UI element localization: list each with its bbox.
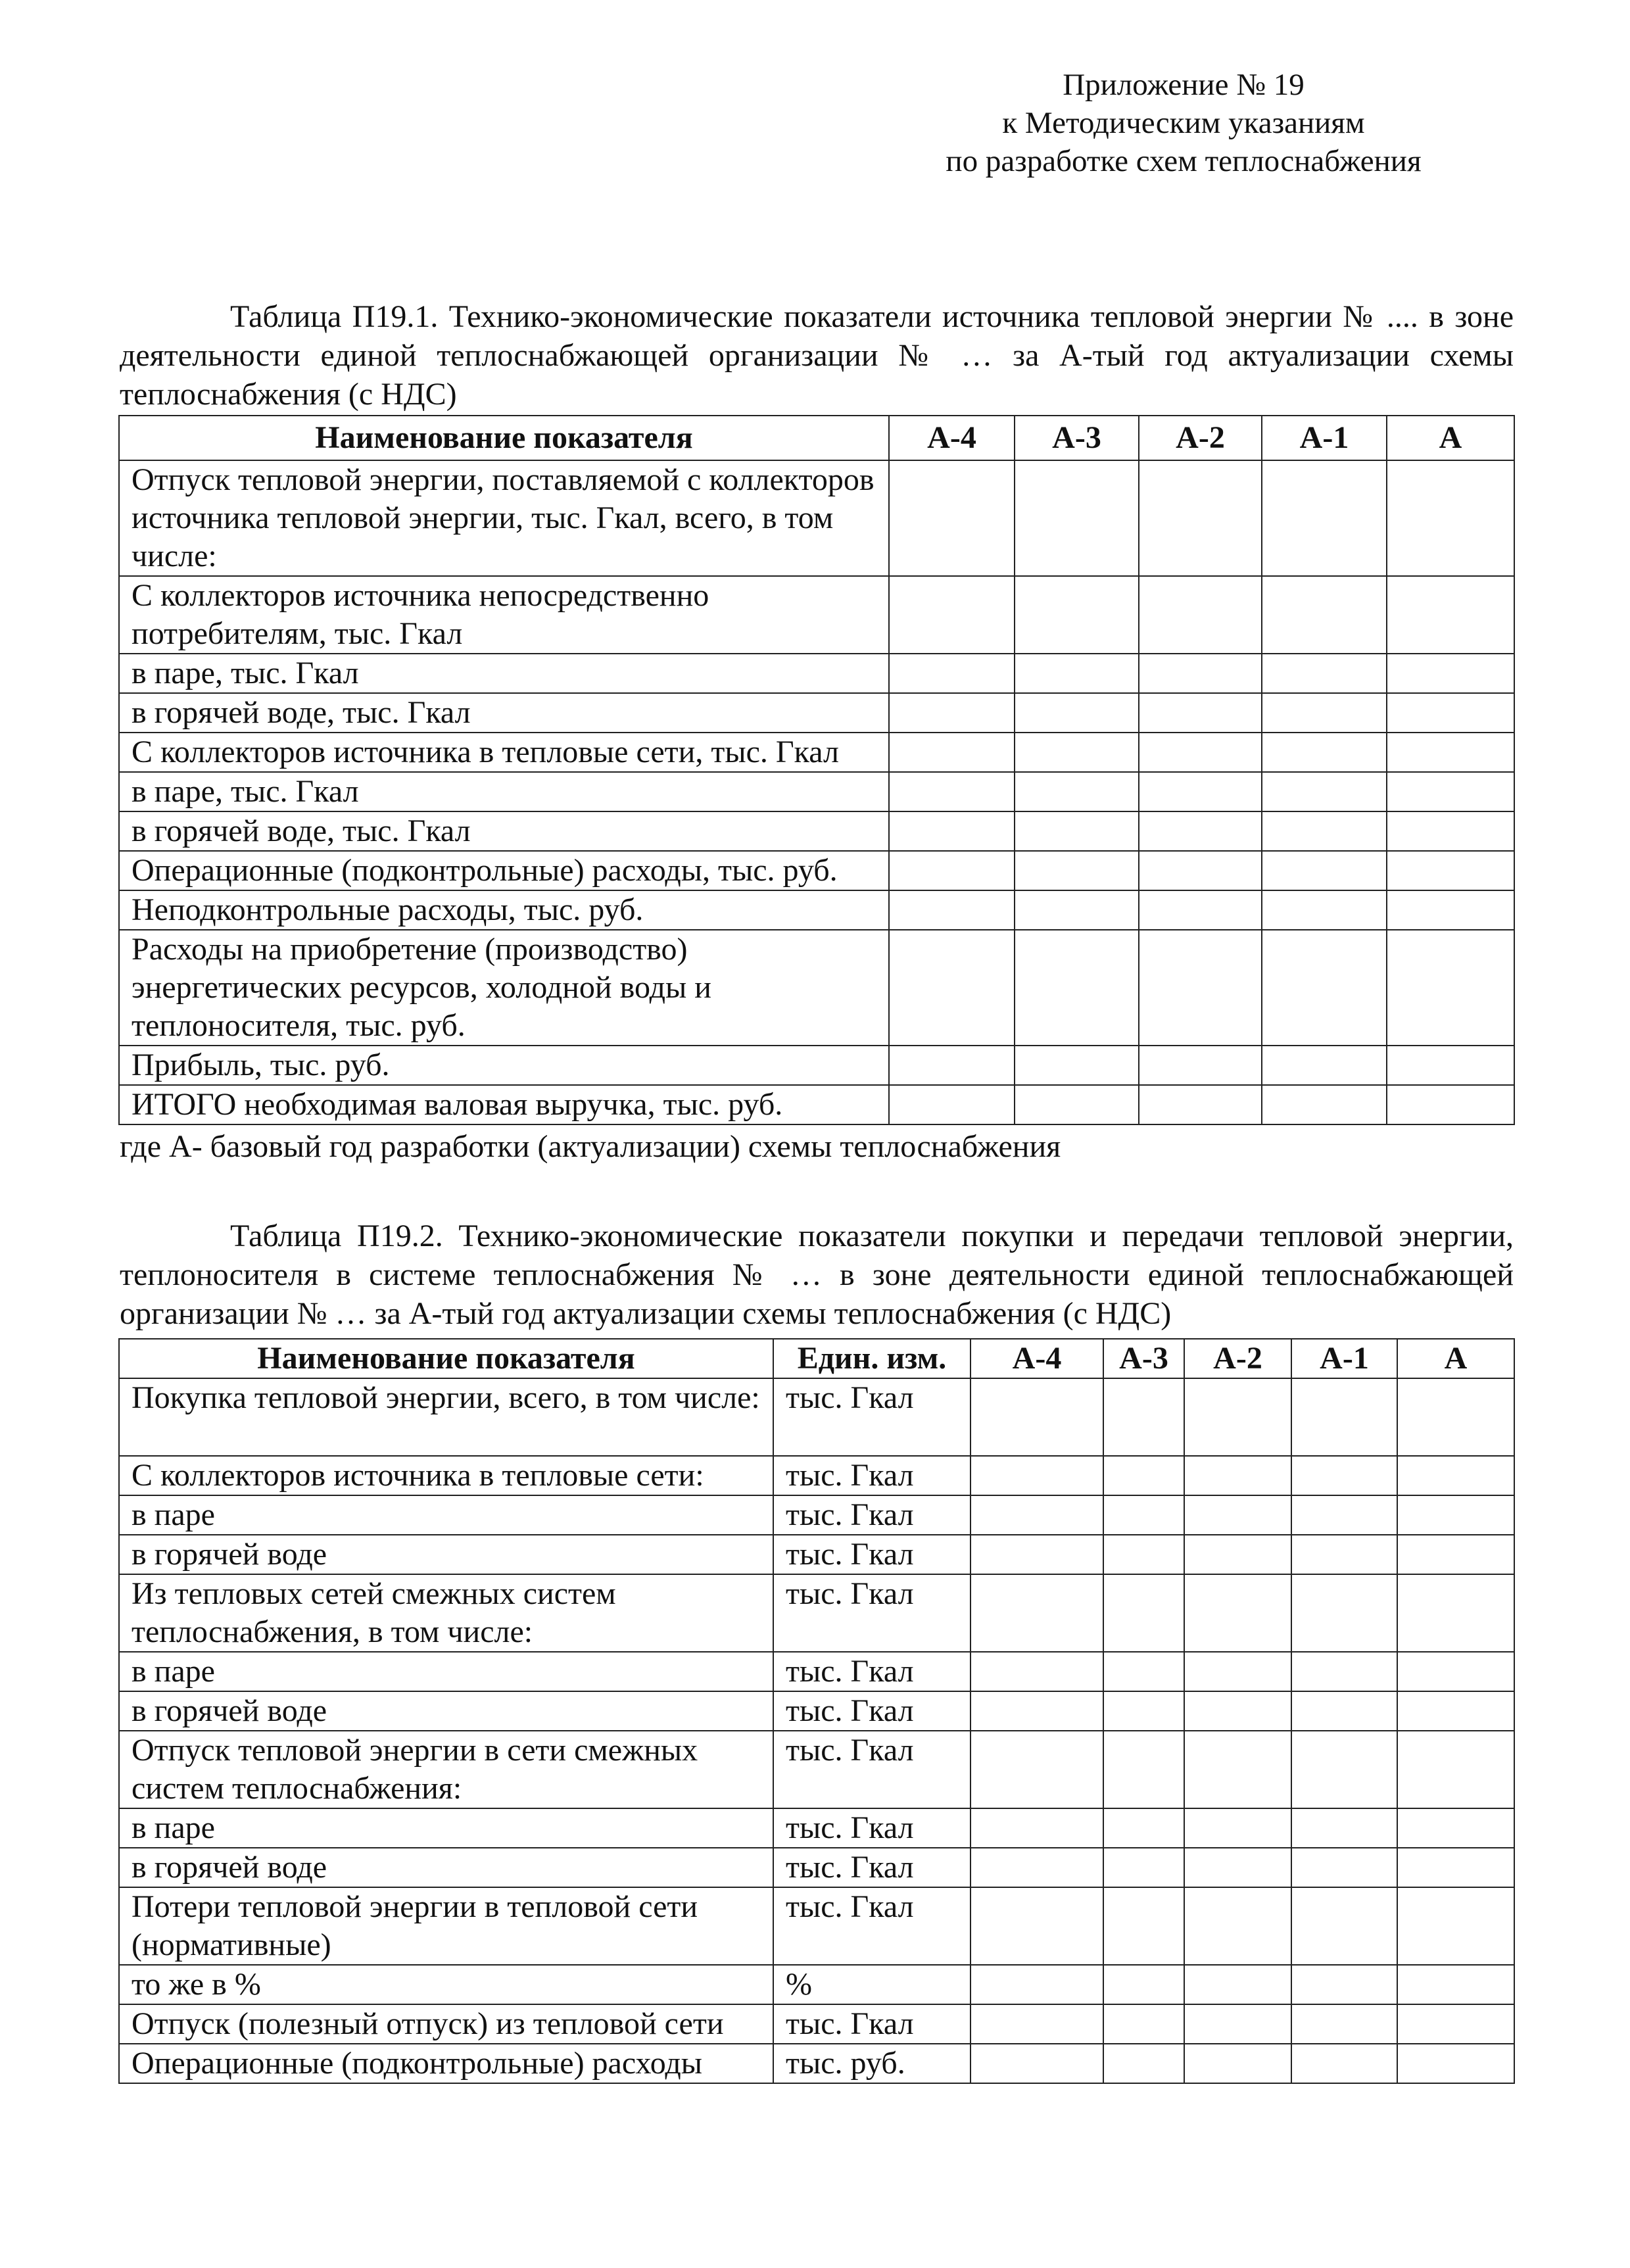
table2-value-cell [971, 2004, 1103, 2044]
table1-value-cell [1139, 693, 1262, 733]
table2-value-cell [971, 1574, 1103, 1652]
table2-value-cell [971, 1887, 1103, 1965]
table1-value-cell [1262, 1046, 1387, 1085]
table2-value-cell [1184, 1574, 1291, 1652]
table2-value-cell [971, 1378, 1103, 1456]
table1-row-label: в горячей воде, тыс. Гкал [119, 811, 889, 851]
table2-row [119, 1495, 1514, 1535]
table1-value-cell [1387, 890, 1514, 930]
table2-row [119, 1808, 1514, 1848]
table2-value-cell [1103, 1378, 1184, 1456]
table1-value-cell [1015, 930, 1139, 1046]
table1-value-cell [889, 1046, 1015, 1085]
appendix-subject: по разработке схем теплоснабжения [946, 144, 1422, 178]
table1-value-cell [1139, 576, 1262, 654]
table2-header-year: А-3 [1103, 1339, 1184, 1378]
table1-row-label: в паре, тыс. Гкал [119, 772, 889, 811]
table2-row-unit: % [773, 1965, 971, 2004]
table1-value-cell [889, 890, 1015, 930]
table2-value-cell [1184, 1495, 1291, 1535]
table2-row-label: в паре [119, 1808, 773, 1848]
table1-value-cell [889, 930, 1015, 1046]
table2-value-cell [1397, 1535, 1514, 1574]
table2-value-cell [1103, 1652, 1184, 1691]
table1-value-cell [1015, 851, 1139, 890]
table1-value-cell [1387, 930, 1514, 1046]
table2-value-cell [1291, 1574, 1397, 1652]
table1-caption-text: Таблица П19.1. Технико-экономические показатели источника тепловой энергии № .... в зоне деятельности единой теплоснабжающей организации № … за А-тый год актуализации схемы теплоснабжения (с НДС) [120, 299, 1514, 412]
table1-value-cell [1015, 693, 1139, 733]
table1-value-cell [889, 851, 1015, 890]
table1-value-cell [889, 772, 1015, 811]
table1-value-cell [1262, 772, 1387, 811]
table2-value-cell [1291, 1456, 1397, 1495]
table2-row-unit: тыс. Гкал [773, 1652, 971, 1691]
table2-row-label: то же в % [119, 1965, 773, 2004]
table1-value-cell [1262, 811, 1387, 851]
table1-value-cell [889, 654, 1015, 693]
table2-row [119, 1965, 1514, 2004]
table2-value-cell [1184, 1652, 1291, 1691]
table2-value-cell [1291, 1495, 1397, 1535]
table2-value-cell [1397, 1378, 1514, 1456]
table2-value-cell [971, 1652, 1103, 1691]
table2-value-cell [971, 1495, 1103, 1535]
table2-row-unit: тыс. Гкал [773, 1887, 971, 1965]
table2-value-cell [1184, 2004, 1291, 2044]
table1-row [119, 1085, 1514, 1124]
table2-row-unit: тыс. Гкал [773, 1456, 971, 1495]
table1-row-label: С коллекторов источника непосредственно потребителям, тыс. Гкал [119, 576, 889, 654]
table2-row-label: в горячей воде [119, 1535, 773, 1574]
table2-value-cell [1184, 1535, 1291, 1574]
table1-row-label: в горячей воде, тыс. Гкал [119, 693, 889, 733]
table1-header-year: А [1387, 416, 1514, 460]
table2-value-cell [1103, 1808, 1184, 1848]
table2-value-cell [1397, 1652, 1514, 1691]
table1-value-cell [1139, 772, 1262, 811]
table2-value-cell [1397, 1848, 1514, 1887]
table1-value-cell [1139, 811, 1262, 851]
table1-value-cell [1015, 890, 1139, 930]
table2-value-cell [1184, 1731, 1291, 1808]
table2-header-year: А-4 [971, 1339, 1103, 1378]
table1-value-cell [1262, 576, 1387, 654]
table1-row [119, 851, 1514, 890]
table2-value-cell [1291, 2004, 1397, 2044]
table1-value-cell [1139, 930, 1262, 1046]
table1-row [119, 460, 1514, 576]
table2-row-unit: тыс. Гкал [773, 1378, 971, 1456]
table2-row-label: Операционные (подконтрольные) расходы [119, 2044, 773, 2083]
table2-value-cell [1397, 1965, 1514, 2004]
table1-value-cell [1139, 1046, 1262, 1085]
table1-value-cell [1015, 733, 1139, 772]
table1-header-year: А-3 [1015, 416, 1139, 460]
table2-row-label: Потери тепловой энергии в тепловой сети (нормативные) [119, 1887, 773, 1965]
table1-value-cell [1262, 890, 1387, 930]
table1-row-label: Операционные (подконтрольные) расходы, тыс. руб. [119, 851, 889, 890]
table2-value-cell [1291, 1652, 1397, 1691]
table1-value-cell [1387, 851, 1514, 890]
table2-value-cell [1291, 1965, 1397, 2004]
table2-value-cell [1184, 1808, 1291, 1848]
table1-header-year: А-2 [1139, 416, 1262, 460]
table2-value-cell [1291, 1731, 1397, 1808]
table2-row-label: С коллекторов источника в тепловые сети: [119, 1456, 773, 1495]
table2-value-cell [971, 2044, 1103, 2083]
table1-row-label: ИТОГО необходимая валовая выручка, тыс. руб. [119, 1085, 889, 1124]
table2-value-cell [1397, 1731, 1514, 1808]
table2-row-label: в горячей воде [119, 1691, 773, 1731]
table1-value-cell [1387, 772, 1514, 811]
table1-value-cell [1015, 1046, 1139, 1085]
table2-value-cell [1291, 1808, 1397, 1848]
table2-header-name: Наименование показателя [119, 1339, 773, 1378]
table1-value-cell [1387, 693, 1514, 733]
appendix-header [907, 66, 1460, 180]
table2-row [119, 1456, 1514, 1495]
table1-value-cell [1262, 1085, 1387, 1124]
table1-value-cell [1262, 930, 1387, 1046]
table2-value-cell [971, 1848, 1103, 1887]
table2-value-cell [971, 1808, 1103, 1848]
table2-value-cell [1397, 2044, 1514, 2083]
table1-row [119, 693, 1514, 733]
table1-row [119, 1046, 1514, 1085]
table2-row-label: Отпуск (полезный отпуск) из тепловой сети [119, 2004, 773, 2044]
table1-row [119, 576, 1514, 654]
table2-row-unit: тыс. Гкал [773, 1808, 971, 1848]
table2-value-cell [1291, 1848, 1397, 1887]
table2-value-cell [1291, 1378, 1397, 1456]
table1-value-cell [1262, 693, 1387, 733]
table1-value-cell [1387, 1046, 1514, 1085]
table2-row [119, 1691, 1514, 1731]
table1-value-cell [1139, 1085, 1262, 1124]
table1-value-cell [1387, 811, 1514, 851]
table2-value-cell [971, 1731, 1103, 1808]
table2-row [119, 1887, 1514, 1965]
table2-row-label: в паре [119, 1652, 773, 1691]
table2-row-unit: тыс. Гкал [773, 1495, 971, 1535]
table1-caption [120, 297, 1514, 414]
table2-row [119, 1731, 1514, 1808]
table1-row [119, 733, 1514, 772]
table2-value-cell [1397, 1456, 1514, 1495]
table1-value-cell [1139, 733, 1262, 772]
table2-row [119, 2004, 1514, 2044]
table1-value-cell [1139, 890, 1262, 930]
table2-row-label: Покупка тепловой энергии, всего, в том числе: [119, 1378, 773, 1456]
table2-row-label: Из тепловых сетей смежных систем теплоснабжения, в том числе: [119, 1574, 773, 1652]
table2-value-cell [971, 1965, 1103, 2004]
table2-header-year: А-1 [1291, 1339, 1397, 1378]
table2-value-cell [1397, 2004, 1514, 2044]
table1-value-cell [1262, 460, 1387, 576]
table2-value-cell [1103, 1456, 1184, 1495]
table1-row-label: в паре, тыс. Гкал [119, 654, 889, 693]
table2-value-cell [1184, 1456, 1291, 1495]
table1-value-cell [889, 460, 1015, 576]
table1-value-cell [1387, 576, 1514, 654]
table1-row [119, 811, 1514, 851]
table1-value-cell [1015, 460, 1139, 576]
table2-value-cell [1103, 1848, 1184, 1887]
table2-row-unit: тыс. Гкал [773, 1574, 971, 1652]
table2-value-cell [1103, 1887, 1184, 1965]
table2-value-cell [1184, 1378, 1291, 1456]
table1-value-cell [1387, 733, 1514, 772]
table1-row-label: Отпуск тепловой энергии, поставляемой с коллекторов источника тепловой энергии, тыс. Гкал, всего, в том числе: [119, 460, 889, 576]
table2 [118, 1338, 1515, 2084]
table2-header-year: А [1397, 1339, 1514, 1378]
table1-header-year: А-4 [889, 416, 1015, 460]
table2-value-cell [1184, 1691, 1291, 1731]
table2-value-cell [1103, 1965, 1184, 2004]
table2-row-label: в паре [119, 1495, 773, 1535]
table1 [118, 415, 1515, 1125]
table1-row [119, 654, 1514, 693]
table2-value-cell [1397, 1691, 1514, 1731]
table2-value-cell [1184, 1887, 1291, 1965]
table1-value-cell [1015, 811, 1139, 851]
table1-row [119, 890, 1514, 930]
table2-row [119, 1574, 1514, 1652]
table1-value-cell [1262, 851, 1387, 890]
table2-value-cell [1103, 1535, 1184, 1574]
table1-value-cell [889, 733, 1015, 772]
table2-value-cell [1397, 1887, 1514, 1965]
table1-value-cell [1015, 772, 1139, 811]
table1-value-cell [1015, 654, 1139, 693]
table2-value-cell [1103, 2044, 1184, 2083]
table2-row-unit: тыс. Гкал [773, 1691, 971, 1731]
table2-row-unit: тыс. Гкал [773, 1848, 971, 1887]
table2-row [119, 1652, 1514, 1691]
table2-row-unit: тыс. Гкал [773, 1535, 971, 1574]
table2-value-cell [1184, 1848, 1291, 1887]
table2-row-label: Отпуск тепловой энергии в сети смежных систем теплоснабжения: [119, 1731, 773, 1808]
table2-value-cell [1184, 2044, 1291, 2083]
table1-row-label: Неподконтрольные расходы, тыс. руб. [119, 890, 889, 930]
table2-caption [120, 1217, 1514, 1333]
table2-value-cell [1397, 1574, 1514, 1652]
table2-row [119, 2044, 1514, 2083]
table1-value-cell [889, 811, 1015, 851]
table1-value-cell [1387, 654, 1514, 693]
table1-value-cell [1139, 851, 1262, 890]
table2-header-unit: Един. изм. [773, 1339, 971, 1378]
table2-value-cell [1397, 1495, 1514, 1535]
table1-row [119, 772, 1514, 811]
table2-header-year: А-2 [1184, 1339, 1291, 1378]
table1-row-label: Расходы на приобретение (производство) энергетических ресурсов, холодной воды и теплоносителя, тыс. руб. [119, 930, 889, 1046]
table2-value-cell [971, 1691, 1103, 1731]
table2-row [119, 1535, 1514, 1574]
table1-value-cell [1387, 1085, 1514, 1124]
table1-note: где А- базовый год разработки (актуализации) схемы теплоснабжения [120, 1129, 1061, 1164]
table2-caption-text: Таблица П19.2. Технико-экономические показатели покупки и передачи тепловой энергии, теплоносителя в системе теплоснабжения № … в зоне деятельности единой теплоснабжающей организации № … за А-тый год актуализации схемы теплоснабжения (с НДС) [120, 1218, 1514, 1331]
table1-value-cell [1262, 733, 1387, 772]
appendix-ref: к Методическим указаниям [1002, 106, 1365, 140]
table2-row-unit: тыс. Гкал [773, 1731, 971, 1808]
table1-value-cell [889, 576, 1015, 654]
table2-value-cell [1291, 1535, 1397, 1574]
table1-row-label: Прибыль, тыс. руб. [119, 1046, 889, 1085]
table1-value-cell [1262, 654, 1387, 693]
table2-value-cell [971, 1535, 1103, 1574]
table2-row-label: в горячей воде [119, 1848, 773, 1887]
table1-value-cell [1139, 460, 1262, 576]
table1-value-cell [1015, 576, 1139, 654]
table2-value-cell [1291, 2044, 1397, 2083]
table1-value-cell [1387, 460, 1514, 576]
table1-value-cell [1015, 1085, 1139, 1124]
table1-value-cell [889, 1085, 1015, 1124]
table2-row-unit: тыс. Гкал [773, 2004, 971, 2044]
table1-row [119, 930, 1514, 1046]
table2-value-cell [1103, 1731, 1184, 1808]
table2-value-cell [1103, 1691, 1184, 1731]
table2-value-cell [1291, 1691, 1397, 1731]
table2-row [119, 1848, 1514, 1887]
table1-header-name: Наименование показателя [119, 416, 889, 460]
table2-value-cell [1397, 1808, 1514, 1848]
table1-value-cell [889, 693, 1015, 733]
table2-row [119, 1378, 1514, 1456]
table2-value-cell [1184, 1965, 1291, 2004]
table1-row-label: С коллекторов источника в тепловые сети, тыс. Гкал [119, 733, 889, 772]
table2-value-cell [1103, 1495, 1184, 1535]
table2-value-cell [971, 1456, 1103, 1495]
table2-row-unit: тыс. руб. [773, 2044, 971, 2083]
table2-value-cell [1103, 2004, 1184, 2044]
table2-value-cell [1291, 1887, 1397, 1965]
appendix-number: Приложение № 19 [1063, 68, 1305, 102]
table2-value-cell [1103, 1574, 1184, 1652]
table1-value-cell [1139, 654, 1262, 693]
table1-header-year: А-1 [1262, 416, 1387, 460]
